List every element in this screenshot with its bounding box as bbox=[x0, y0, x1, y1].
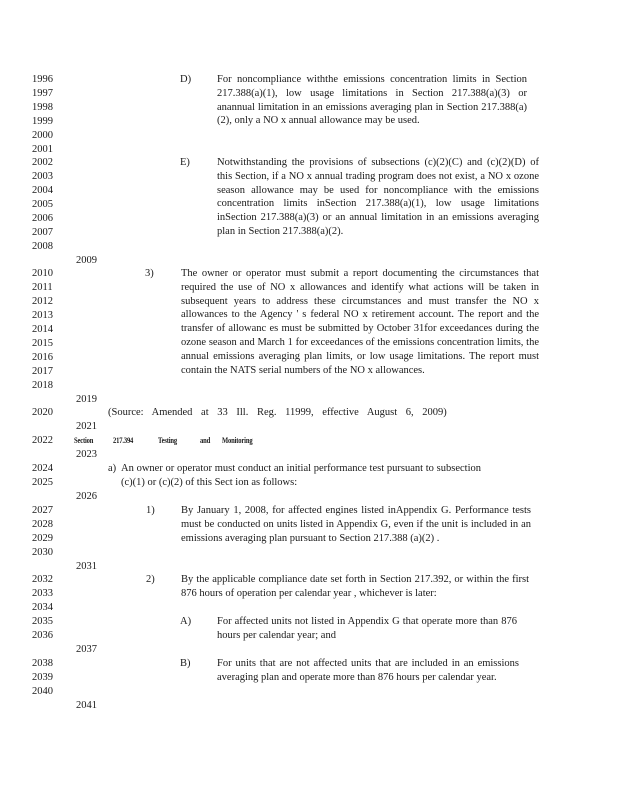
line-number: 2002 bbox=[32, 157, 53, 168]
item-D-text: For noncompliance withthe emissions concentration limits in Section 217.388(a)(1), low usage limitations in Section 217.388(a)(3) or anannual limitation in an emissions averaging plan in Section 217.388(a)(2), only a NO x annual allowance may be used. bbox=[217, 74, 527, 127]
line-number: 2034 bbox=[32, 602, 53, 613]
section-title-testing: Testing bbox=[158, 436, 178, 445]
item-3-text: The owner or operator must submit a report documenting the circumstances that required the use of NO x allowances and identify what actions will be taken in subsequent years to address these circumstances and must transfer the NO x allowances to the Agency ' s federal NO x retirement account. The report and the transfer of allowanc es must be submitted by October 31for exceedances during the ozone season and March 1 for exceedances of the emissions concentration limits, the annual emissions averaging plan limits, or low usage limitations. The report must contain the NATS serial numbers of the NO x allowances. bbox=[181, 268, 539, 376]
line-number: 2014 bbox=[32, 324, 53, 335]
line-number: 2020 bbox=[32, 407, 53, 418]
line-number: 2015 bbox=[32, 338, 53, 349]
line-number: 2032 bbox=[32, 574, 53, 585]
line-number: 1998 bbox=[32, 102, 53, 113]
line-number: 2033 bbox=[32, 588, 53, 599]
line-number: 2000 bbox=[32, 130, 53, 141]
line-number: 2016 bbox=[32, 352, 53, 363]
line-number: 2019 bbox=[76, 394, 97, 405]
line-number: 2025 bbox=[32, 477, 53, 488]
line-number: 2011 bbox=[32, 282, 53, 293]
line-number: 2022 bbox=[32, 435, 53, 446]
item-a2B-label: B) bbox=[180, 658, 191, 669]
line-number: 2035 bbox=[32, 616, 53, 627]
line-number: 2030 bbox=[32, 547, 53, 558]
line-number: 2018 bbox=[32, 380, 53, 391]
line-number: 1999 bbox=[32, 116, 53, 127]
item-a2A-text: For affected units not listed in Appendix G that operate more than 876 hours per calendar year; and bbox=[217, 616, 517, 641]
line-number: 2036 bbox=[32, 630, 53, 641]
line-number: 2027 bbox=[32, 505, 53, 516]
line-number: 2040 bbox=[32, 686, 53, 697]
line-number: 2005 bbox=[32, 199, 53, 210]
line-number: 2024 bbox=[32, 463, 53, 474]
line-number: 2031 bbox=[76, 561, 97, 572]
item-a1-text: By January 1, 2008, for affected engines listed inAppendix G. Performance tests must be conducted on units listed in Appendix G, even if the unit is included in an emissions averaging plan pursuant to Section 217.388 (a)(2) . bbox=[181, 505, 531, 544]
subsection-a-label: a) bbox=[108, 463, 117, 474]
item-a1-label: 1) bbox=[146, 505, 155, 516]
line-number: 1997 bbox=[32, 88, 53, 99]
item-3-label: 3) bbox=[145, 268, 154, 279]
line-number: 1996 bbox=[32, 74, 53, 85]
line-number: 2009 bbox=[76, 255, 97, 266]
line-number: 2017 bbox=[32, 366, 53, 377]
section-label: Section bbox=[74, 436, 94, 445]
line-number: 2012 bbox=[32, 296, 53, 307]
item-a2B-text: For units that are not affected units that are included in an emissions averaging plan and operate more than 876 hours per calendar year. bbox=[217, 658, 519, 683]
line-number: 2026 bbox=[76, 491, 97, 502]
line-number: 2023 bbox=[76, 449, 97, 460]
line-number: 2028 bbox=[32, 519, 53, 530]
line-number: 2029 bbox=[32, 533, 53, 544]
item-D-label: D) bbox=[180, 74, 192, 85]
section-title-and: and bbox=[200, 436, 211, 445]
line-number: 2037 bbox=[76, 644, 97, 655]
line-number: 2038 bbox=[32, 658, 53, 669]
item-a2-text: By the applicable compliance date set forth in Section 217.392, or within the first 876 hours of operation per calendar year , whichever is later: bbox=[181, 574, 529, 599]
line-number: 2007 bbox=[32, 227, 53, 238]
section-number: 217.394 bbox=[113, 436, 134, 445]
item-E-label: E) bbox=[180, 157, 190, 168]
line-number: 2006 bbox=[32, 213, 53, 224]
line-number: 2021 bbox=[76, 421, 97, 432]
line-number: 2010 bbox=[32, 268, 53, 279]
line-number: 2003 bbox=[32, 171, 53, 182]
subsection-a-text: An owner or operator must conduct an initial performance test pursuant to subsection (c)(1) or (c)(2) of this Sect ion as follows: bbox=[121, 463, 481, 488]
line-number: 2001 bbox=[32, 144, 53, 155]
line-number: 2008 bbox=[32, 241, 53, 252]
line-number: 2041 bbox=[76, 700, 97, 711]
source-note: (Source: Amended at 33 Ill. Reg. 11999, effective August 6, 2009) bbox=[108, 407, 447, 418]
section-title-monitoring: Monitoring bbox=[222, 436, 253, 445]
line-number: 2039 bbox=[32, 672, 53, 683]
item-a2-label: 2) bbox=[146, 574, 155, 585]
item-E-text: Notwithstanding the provisions of subsections (c)(2)(C) and (c)(2)(D) of this Section, if a NO x annual trading program does not exist, a NO x ozone season allowance may be used for noncompliance with the emissions concentration limits inSection 217.388(a)(1), low usage limitations inSection 217.388(a)(3) or an annual limitation in an emissions averaging plan in Section 217.388(a)(2). bbox=[217, 157, 539, 237]
line-number: 2004 bbox=[32, 185, 53, 196]
line-number: 2013 bbox=[32, 310, 53, 321]
item-a2A-label: A) bbox=[180, 616, 192, 627]
